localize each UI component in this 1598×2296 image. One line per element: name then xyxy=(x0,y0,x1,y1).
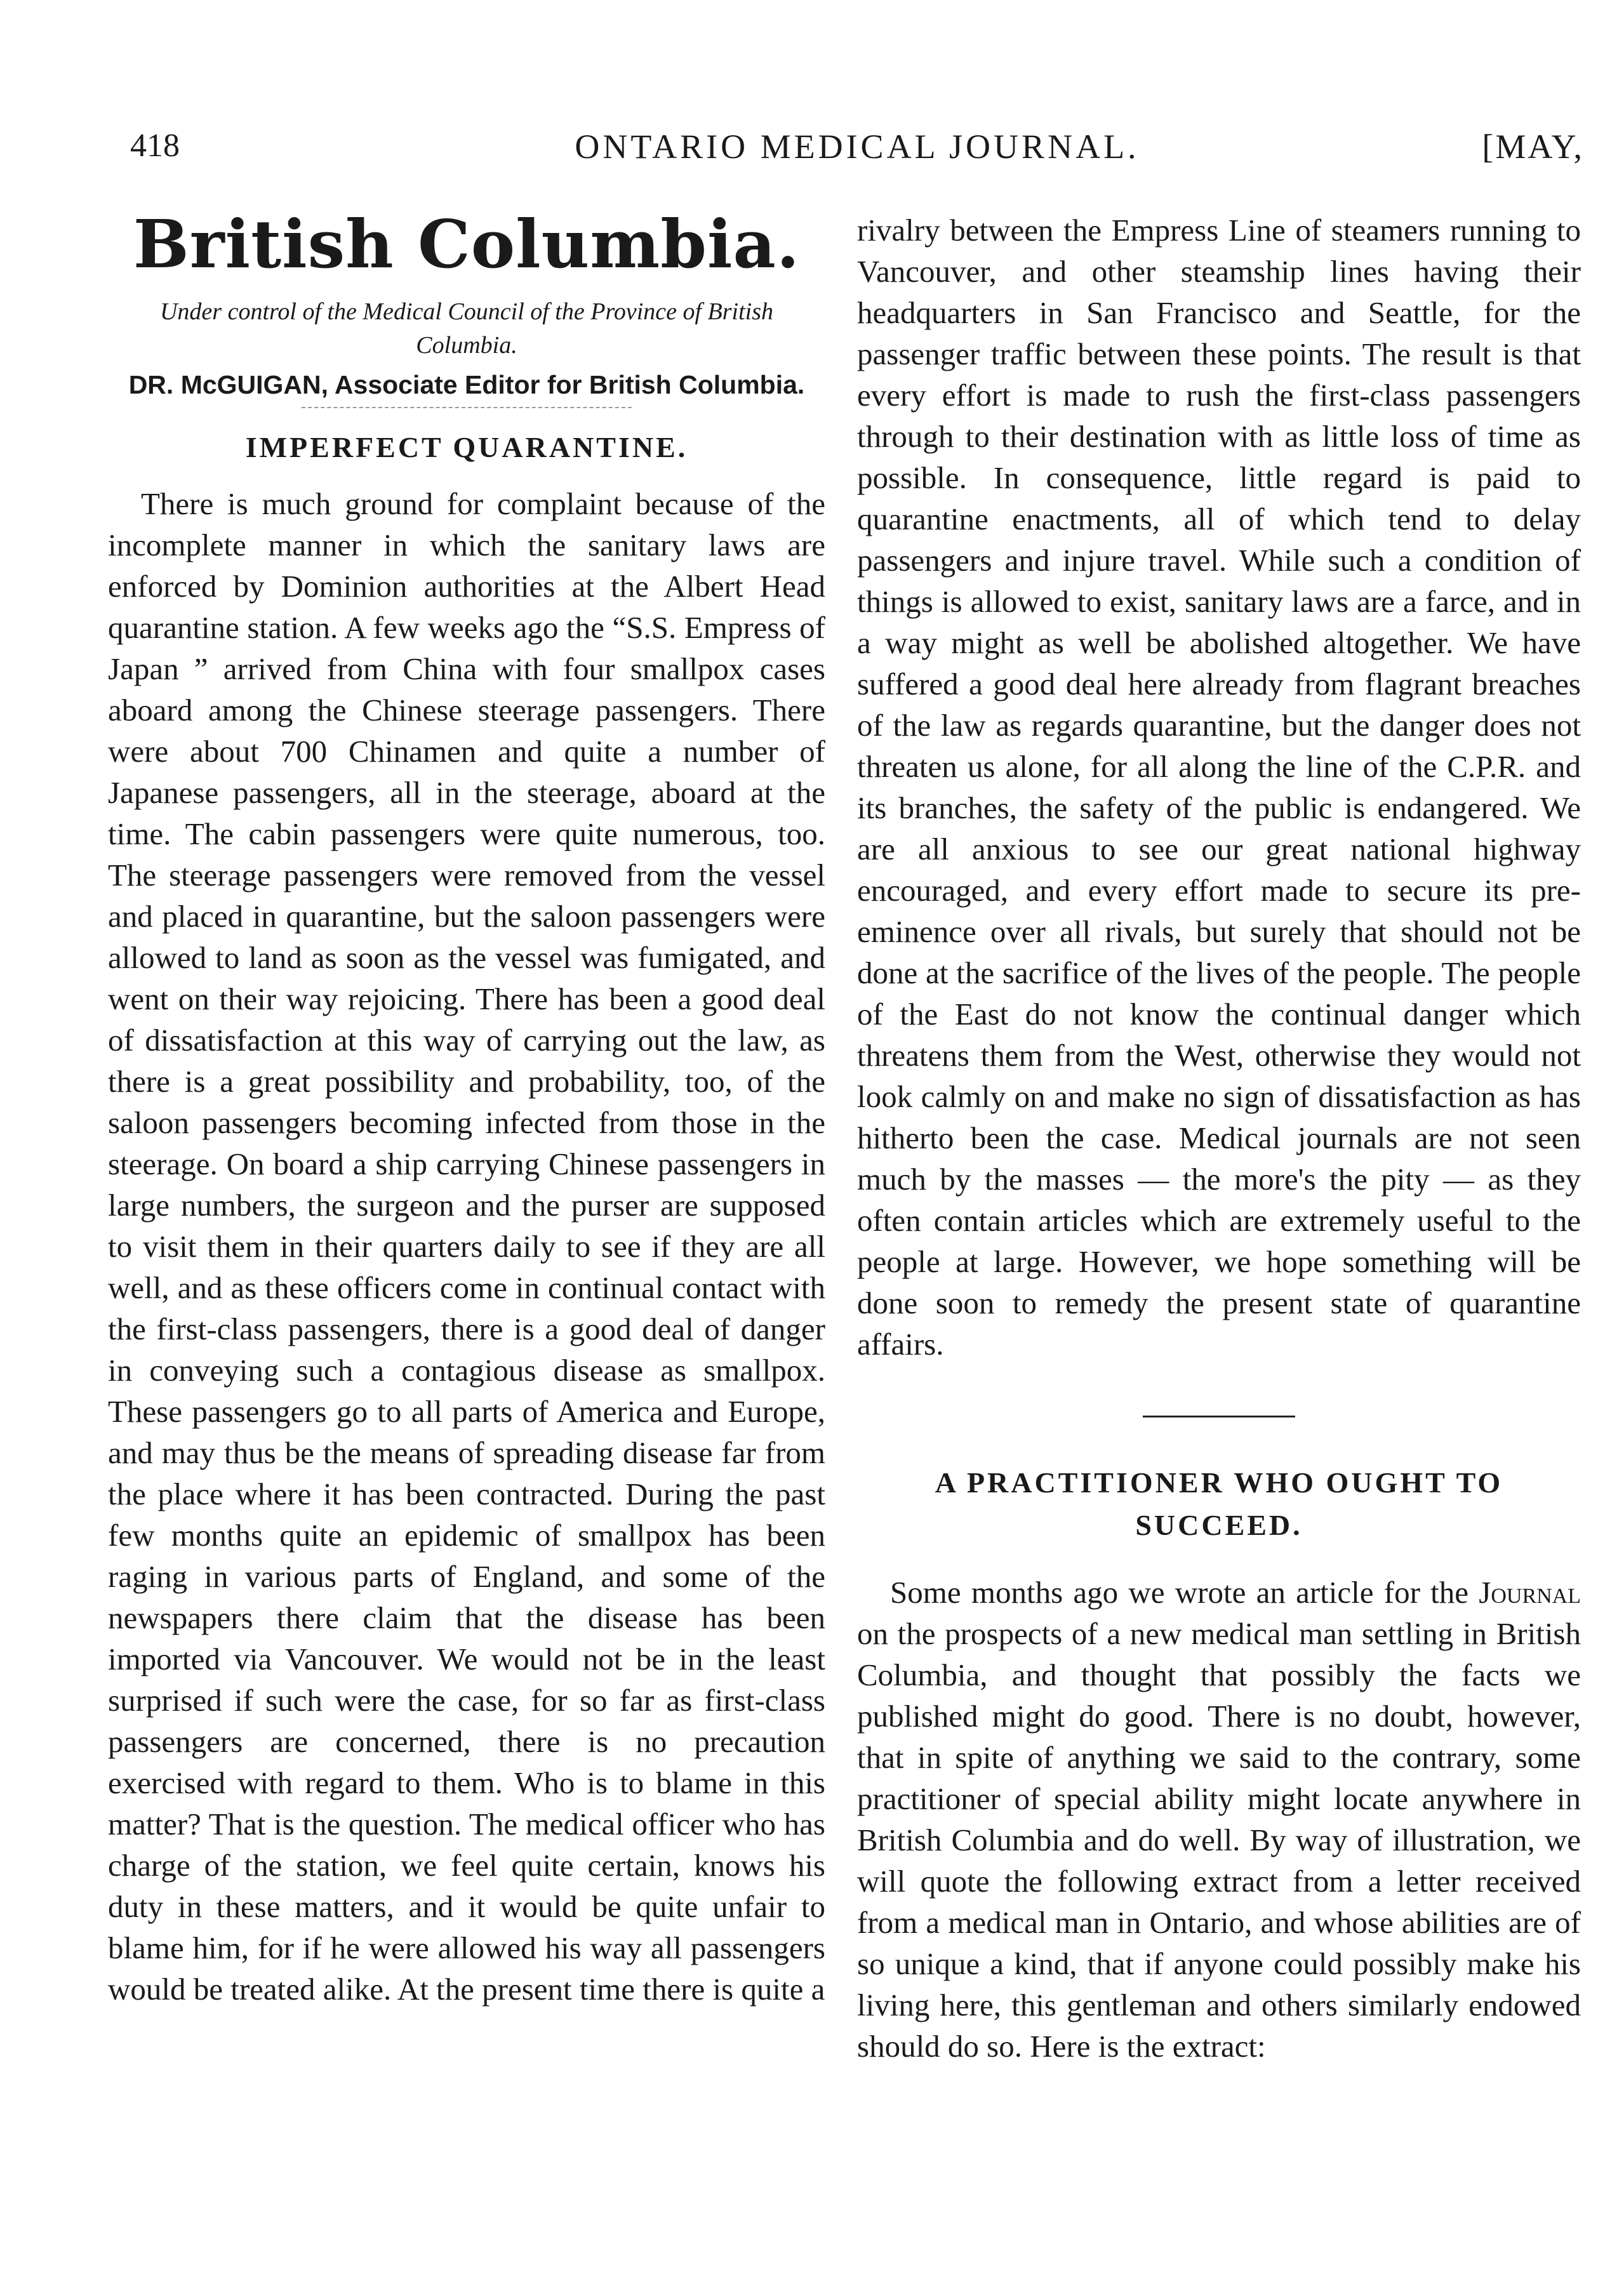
practitioner-paragraph xyxy=(857,1572,1581,2067)
issue-month: [MAY, xyxy=(1482,128,1584,166)
section-subtitle: Under control of the Medical Council of the Province of British Columbia. xyxy=(159,298,773,359)
page-number: 418 xyxy=(130,128,180,164)
journal-word: Journal xyxy=(1479,1575,1581,1610)
journal-title: ONTARIO MEDICAL JOURNAL. xyxy=(575,128,1140,166)
associate-editor-line: DR. McGUIGAN, Associate Editor for British Columbia. xyxy=(128,370,805,399)
practitioner-text-rest: on the prospects of a new medical man settling in British Columbia, and thought that possibly the facts we published might do good. There is no doubt, however, that in spite of anything we said to the contrary, some practitioner of special ability might locate anywhere in British Columbia and do well. By way of illustration, we will quote the following extract from a letter received from a medical man in Ontario, and whose abilities are of so unique a kind, that if anyone could possibly make his living here, this gentleman and others similarly endowed should do so. Here is the extract: xyxy=(857,1616,1581,2064)
practitioner-text-start: Some months ago we wrote an article for the xyxy=(890,1575,1469,1610)
article-heading-quarantine: IMPERFECT QUARANTINE. xyxy=(245,431,688,463)
quarantine-paragraph-part-1: There is much ground for complaint because of the incomplete manner in which the sanitary laws are enforced by Dominion authorities at the Albert Head quarantine station. A few weeks ago the “S.S. Empress of Japan ” arrived from China with four smallpox cases aboard among the Chinese steerage passengers. There were about 700 Chinamen and quite a number of Japanese passengers, all in the steerage, aboard at the time. The cabin passengers were quite numerous, too. The steerage passengers were removed from the vessel and placed in quarantine, but the saloon passengers were allowed to land as soon as the vessel was fumigated, and went on their way rejoicing. There has been a good deal of dissatisfaction at this way of carrying out the law, as there is a great possibility and probability, too, of the saloon passengers becoming infected from those in the steerage. On board a ship carrying Chinese passengers in large numbers, the surgeon and the purser are supposed to visit them in their quarters daily to see if they are all well, and as these officers come in continual contact with the first-class passengers, there is a good deal of danger in conveying such a contagious disease as smallpox. These passengers go to all parts of America and Europe, and may thus be the means of spreading disease far from the place where it has been contracted. During the past few months quite an epidemic of smallpox has been raging in various parts of England, and some of the newspapers there claim that the disease has been imported via Vancouver. We would not be in the least surprised if such were the case, for so far as first-class passengers are concerned, there is no precaution exercised with regard to them. Who is to blame in this matter? That is the question. The medical officer who has charge of the station, we feel quite certain, knows his duty in these matters, and it would be quite unfair to blame him, for if he were allowed his way all passengers would be treated alike. At the present time there is quite a xyxy=(108,486,825,2007)
left-column xyxy=(108,205,825,2010)
article-heading-practitioner: A PRACTITIONER WHO OUGHT TO SUCCEED. xyxy=(935,1466,1503,1541)
section-title: British Columbia. xyxy=(133,205,801,283)
right-column xyxy=(857,209,1581,2067)
editor-divider xyxy=(302,407,632,408)
quarantine-paragraph-part-2: rivalry between the Empress Line of steamers running to Vancouver, and other steamship lines having their headquarters in San Francisco and Seattle, for the passenger traffic between these points. The result is that every effort is made to rush the first-class passengers through to their destination with as little loss of time as possible. In consequence, little regard is paid to quarantine enactments, all of which tend to delay passengers and injure travel. While such a condition of things is allowed to exist, sanitary laws are a farce, and in a way might as well be abolished altogether. We have suffered a good deal here already from flagrant breaches of the law as regards quarantine, but the danger does not threaten us alone, for all along the line of the C.P.R. and its branches, the safety of the public is endangered. We are all anxious to see our great national highway encouraged, and every effort made to secure its pre-eminence over all rivals, but surely that should not be done at the sacrifice of the lives of the people. The people of the East do not know the continual danger which threatens them from the West, otherwise they would not look calmly on and make no sign of dissatisfaction as has hitherto been the case. Medical journals are not seen much by the masses — the more's the pity — as they often contain articles which are extremely useful to the people at large. However, we hope something will be done soon to remedy the present state of quarantine affairs. xyxy=(857,213,1581,1362)
page-header xyxy=(130,127,1584,184)
article-divider xyxy=(1143,1416,1295,1417)
